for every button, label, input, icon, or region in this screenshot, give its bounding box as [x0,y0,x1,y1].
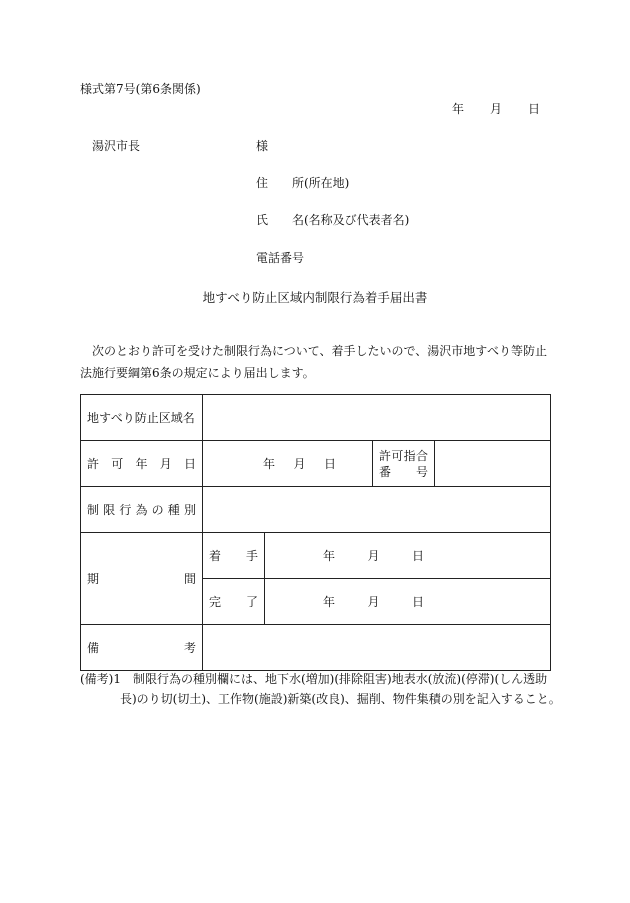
submission-date [452,100,540,117]
table-row [81,395,551,441]
document-title: 地すべり防止区域内制限行為着手届出書 [202,290,428,305]
remarks-label: 備 考 [81,625,203,671]
year-label: 年 [452,102,465,116]
table-row [81,487,551,533]
permit-date-label: 許 可 年 月 日 [81,441,203,487]
finish-label: 完 了 [203,579,265,625]
phone-label: 電話番号 [256,251,305,265]
address-label: 住 所(所在地) [256,176,350,190]
name-label: 氏 名(名称及び代表者名) [256,213,410,227]
honorific: 様 [256,139,269,153]
addressee: 湯沢市長 [92,139,141,153]
body-text: 次のとおり許可を受けた制限行為について、着手したいので、湯沢市地すべり等防止法施行要綱第6条の規定により届出します。 [80,344,548,380]
act-type-label: 制 限 行 為 の 種 別 [81,487,203,533]
remarks-field[interactable] [203,625,551,671]
start-label: 着 手 [203,533,265,579]
table-row [81,625,551,671]
note-line-1: (備考)1 制限行為の種別欄には、地下水(増加)(排除阻害)地表水(放流)(停滞)(しん透助 [80,672,548,686]
notification-table [80,394,551,671]
table-row [81,533,551,579]
area-name-field[interactable] [203,395,551,441]
start-date-field[interactable]: 年 月 日 [265,533,551,579]
month-label: 月 [489,102,502,116]
period-label: 期 間 [81,533,203,625]
table-row [81,441,551,487]
area-name-label: 地すべり防止区域名 [81,395,203,441]
note-line-2: 長)のり切(切土)、工作物(施設)新築(改良)、掘削、物件集積の別を記入すること。 [120,692,561,706]
act-type-field[interactable] [203,487,551,533]
permit-date-field[interactable]: 年 月 日 [203,441,373,487]
day-label: 日 [527,102,540,116]
finish-date-field[interactable]: 年 月 日 [265,579,551,625]
permit-number-label: 許 可 指 合 番 号 [373,441,435,487]
form-number: 様式第7号(第6条関係) [80,82,201,96]
permit-number-field[interactable] [435,441,551,487]
